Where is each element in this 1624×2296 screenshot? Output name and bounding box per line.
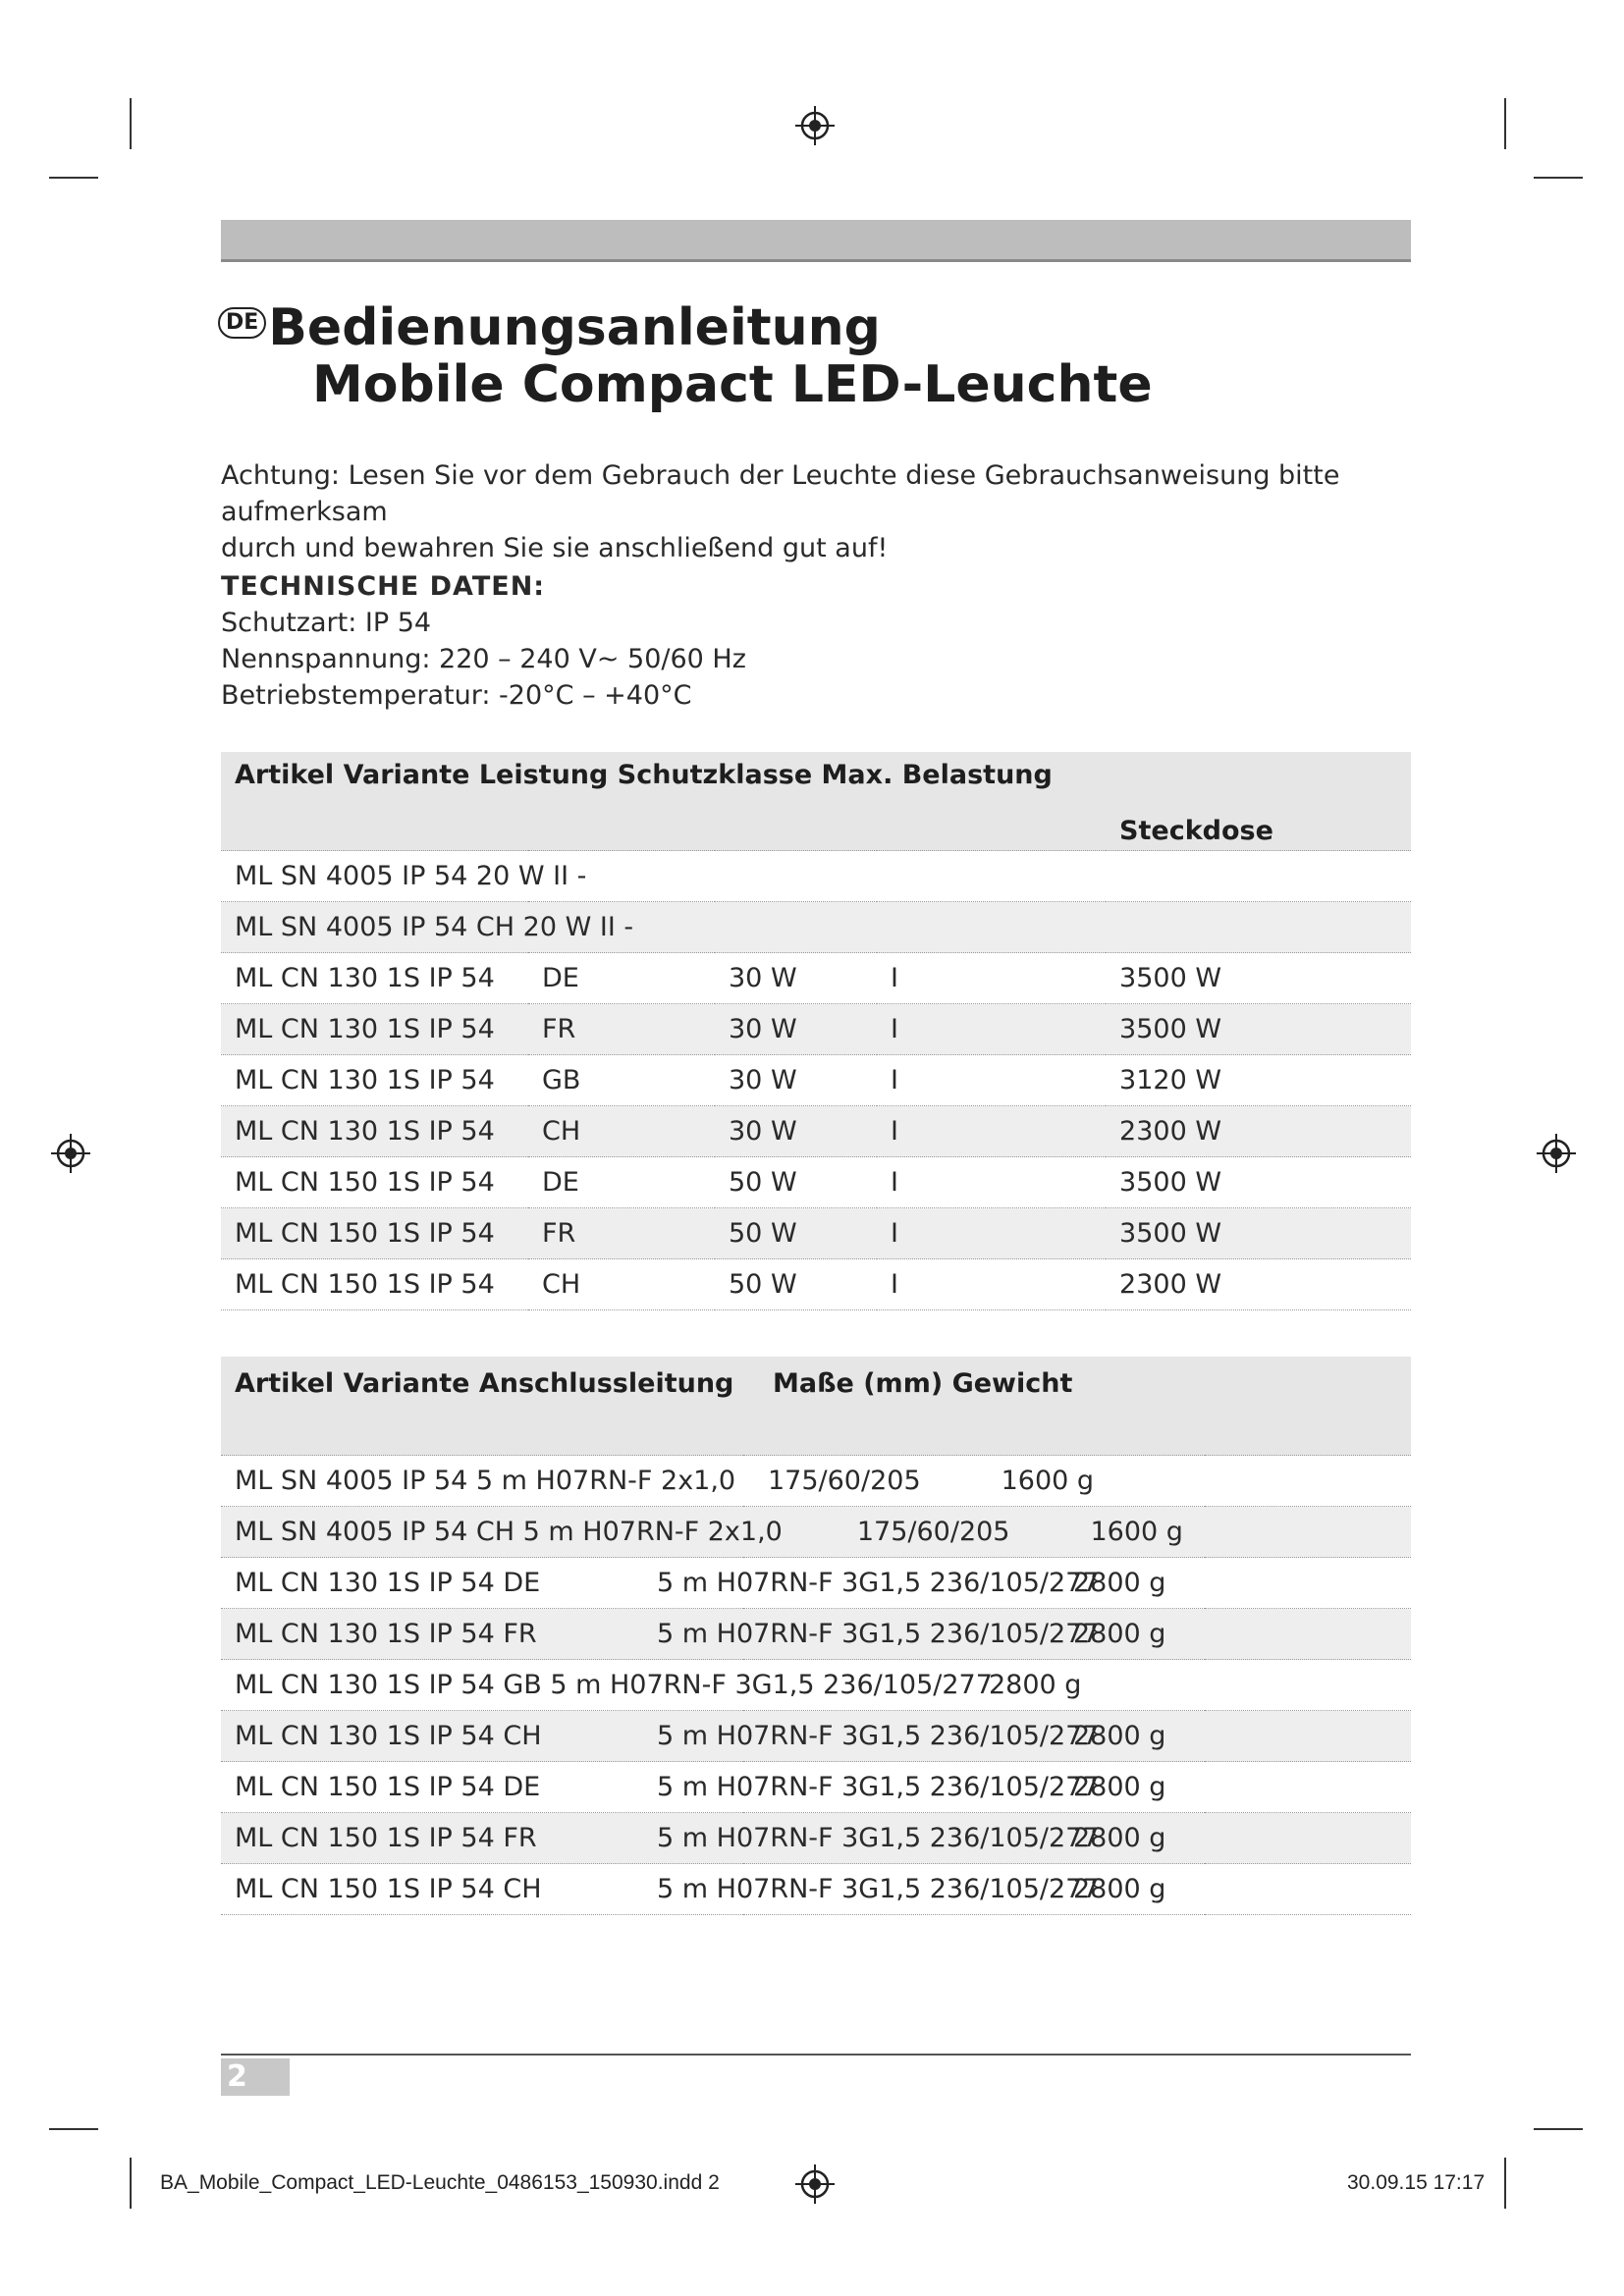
footer-filename: BA_Mobile_Compact_LED-Leuchte_0486153_150930.indd 2 — [160, 2171, 720, 2194]
table-cell: DE — [528, 953, 715, 1004]
table-header-row — [221, 752, 1411, 851]
table-row — [221, 1259, 1411, 1310]
table-cell: ML SN 4005 IP 54 5 m H07RN-F 2x1,0 — [221, 1456, 743, 1507]
table-cell: ML CN 130 1S IP 54 — [221, 1055, 528, 1106]
table-cell-value: 2800 g — [1073, 1721, 1166, 1751]
table-cell: 50 W — [715, 1208, 877, 1259]
table-cell-value: 175/60/205 — [768, 1466, 921, 1496]
registration-mark-icon — [795, 106, 835, 145]
table-cell: 3120 W — [1106, 1055, 1411, 1106]
table-cell: 3500 W — [1106, 1208, 1411, 1259]
table-row — [221, 851, 1411, 902]
table-cell: ML SN 4005 IP 54 CH 20 W II - — [221, 902, 1411, 953]
table-cell: ML CN 150 1S IP 54 — [221, 1157, 528, 1208]
table-cell: ML CN 130 1S IP 54 — [221, 1004, 528, 1055]
table-cell: 3500 W — [1106, 953, 1411, 1004]
table-cell — [221, 1609, 1411, 1660]
table-row — [221, 1660, 1411, 1711]
crop-mark — [1534, 2128, 1583, 2130]
spec-table-dimensions — [221, 1357, 1411, 1915]
table-cell: ML CN 150 1S IP 54 — [221, 1259, 528, 1310]
table-cell: 30 W — [715, 1106, 877, 1157]
table-cell-value: 1600 g — [1090, 1517, 1183, 1547]
table-cell — [1205, 1456, 1411, 1507]
table-cell — [221, 1864, 1411, 1915]
technical-data — [221, 568, 746, 714]
intro-line-1: Achtung: Lesen Sie vor dem Gebrauch der Leuchte diese Gebrauchsanweisung bitte aufmerksam — [221, 460, 1340, 527]
table-cell-value: 2800 g — [1073, 1568, 1166, 1598]
title-line-1: Bedienungsanleitung — [268, 298, 881, 357]
page-title — [218, 299, 1153, 413]
technical-item: Schutzart: IP 54 — [221, 608, 432, 638]
table-cell-value: 1600 g — [1001, 1466, 1095, 1496]
table-header: Steckdose — [1106, 752, 1411, 851]
table-header: Artikel Variante Anschlussleitung — [221, 1357, 743, 1456]
table-row — [221, 1004, 1411, 1055]
table-cell: 30 W — [715, 1055, 877, 1106]
table-cell-value: ML CN 130 1S IP 54 DE — [235, 1568, 541, 1598]
crop-mark — [49, 177, 98, 179]
table-row — [221, 1507, 1411, 1558]
table-cell — [221, 1507, 1411, 1558]
table-header: Maße (mm) Gewicht — [743, 1357, 1411, 1456]
table-cell: I — [877, 1055, 1106, 1106]
intro-text — [221, 457, 1414, 566]
language-badge: DE — [218, 307, 266, 339]
table-cell: 3500 W — [1106, 1004, 1411, 1055]
table-row — [221, 1762, 1411, 1813]
table-cell-value: ML CN 150 1S IP 54 DE — [235, 1772, 541, 1802]
table-row — [221, 1157, 1411, 1208]
table-cell-value: 2800 g — [1073, 1874, 1166, 1904]
registration-mark-icon — [1537, 1134, 1576, 1173]
table-cell-value: 5 m H07RN-F 3G1,5 236/105/277 — [657, 1772, 1100, 1802]
table-cell-value: 2800 g — [1073, 1619, 1166, 1649]
table-cell: 30 W — [715, 953, 877, 1004]
table-cell — [743, 1456, 1205, 1507]
table-cell — [221, 1711, 1411, 1762]
table-row — [221, 1864, 1411, 1915]
table-cell: 2300 W — [1106, 1259, 1411, 1310]
table-cell: ML CN 150 1S IP 54 — [221, 1208, 528, 1259]
table-row — [221, 1609, 1411, 1660]
crop-mark — [130, 2158, 132, 2209]
technical-heading: TECHNISCHE DATEN: — [221, 571, 546, 602]
spec-table-power — [221, 752, 1411, 1310]
table-row — [221, 1456, 1411, 1507]
footer-rule — [221, 2054, 1411, 2056]
table-cell-value: 2800 g — [989, 1670, 1082, 1700]
table-cell-value: 2800 g — [1073, 1772, 1166, 1802]
table-cell: 2300 W — [1106, 1106, 1411, 1157]
table-cell: DE — [528, 1157, 715, 1208]
registration-mark-icon — [795, 2164, 835, 2204]
table-cell-value: 2800 g — [1073, 1823, 1166, 1853]
crop-mark — [130, 98, 132, 149]
crop-mark — [1504, 98, 1506, 149]
table-cell-value: ML CN 130 1S IP 54 CH — [235, 1721, 542, 1751]
table-cell: I — [877, 1157, 1106, 1208]
table-cell — [221, 1813, 1411, 1864]
table-row — [221, 1813, 1411, 1864]
table-cell: FR — [528, 1004, 715, 1055]
table-cell-value: ML CN 150 1S IP 54 CH — [235, 1874, 542, 1904]
crop-mark — [1534, 177, 1583, 179]
table-cell-value: ML CN 130 1S IP 54 FR — [235, 1619, 537, 1649]
table-header: Artikel Variante Leistung Schutzklasse Max. Belastung — [221, 752, 1106, 851]
table-row — [221, 902, 1411, 953]
technical-item: Nennspannung: 220 – 240 V~ 50/60 Hz — [221, 644, 746, 674]
table-cell: 50 W — [715, 1259, 877, 1310]
table-row — [221, 953, 1411, 1004]
table-cell-value: ML CN 130 1S IP 54 GB 5 m H07RN-F 3G1,5 236/105/277 — [235, 1670, 993, 1700]
registration-mark-icon — [51, 1134, 90, 1173]
table-cell — [221, 1762, 1411, 1813]
table-cell: 30 W — [715, 1004, 877, 1055]
header-bar — [221, 220, 1411, 262]
table-cell: CH — [528, 1259, 715, 1310]
table-cell: ML SN 4005 IP 54 20 W II - — [221, 851, 1411, 902]
table-cell-value: 175/60/205 — [856, 1517, 1010, 1547]
intro-line-2: durch und bewahren Sie sie anschließend gut auf! — [221, 533, 889, 563]
table-cell-value: ML CN 150 1S IP 54 FR — [235, 1823, 537, 1853]
crop-mark — [49, 2128, 98, 2130]
footer-date: 30.09.15 17:17 — [1347, 2171, 1486, 2194]
table-cell-value: ML SN 4005 IP 54 CH 5 m H07RN-F 2x1,0 — [235, 1517, 783, 1547]
table-cell: I — [877, 1208, 1106, 1259]
table-cell: I — [877, 1259, 1106, 1310]
table-row — [221, 1106, 1411, 1157]
table-cell: 50 W — [715, 1157, 877, 1208]
table-row — [221, 1558, 1411, 1609]
table-cell: CH — [528, 1106, 715, 1157]
table-cell-value: 5 m H07RN-F 3G1,5 236/105/277 — [657, 1619, 1100, 1649]
table-cell: FR — [528, 1208, 715, 1259]
table-cell-value: 5 m H07RN-F 3G1,5 236/105/277 — [657, 1823, 1100, 1853]
table-cell: I — [877, 953, 1106, 1004]
table-header-row — [221, 1357, 1411, 1456]
crop-mark — [1504, 2158, 1506, 2209]
table-cell: ML CN 130 1S IP 54 — [221, 1106, 528, 1157]
table-cell: 3500 W — [1106, 1157, 1411, 1208]
title-line-2: Mobile Compact LED-Leuchte — [312, 355, 1153, 414]
table-cell-value: 5 m H07RN-F 3G1,5 236/105/277 — [657, 1721, 1100, 1751]
table-row — [221, 1208, 1411, 1259]
table-cell — [221, 1558, 1411, 1609]
table-row — [221, 1711, 1411, 1762]
table-cell: GB — [528, 1055, 715, 1106]
table-cell: I — [877, 1106, 1106, 1157]
table-row — [221, 1055, 1411, 1106]
table-cell: I — [877, 1004, 1106, 1055]
page-number: 2 — [221, 2058, 290, 2096]
table-cell-value: 5 m H07RN-F 3G1,5 236/105/277 — [657, 1568, 1100, 1598]
table-cell — [221, 1660, 1411, 1711]
technical-item: Betriebstemperatur: -20°C – +40°C — [221, 680, 692, 711]
table-cell: ML CN 130 1S IP 54 — [221, 953, 528, 1004]
table-cell-value: 5 m H07RN-F 3G1,5 236/105/277 — [657, 1874, 1100, 1904]
